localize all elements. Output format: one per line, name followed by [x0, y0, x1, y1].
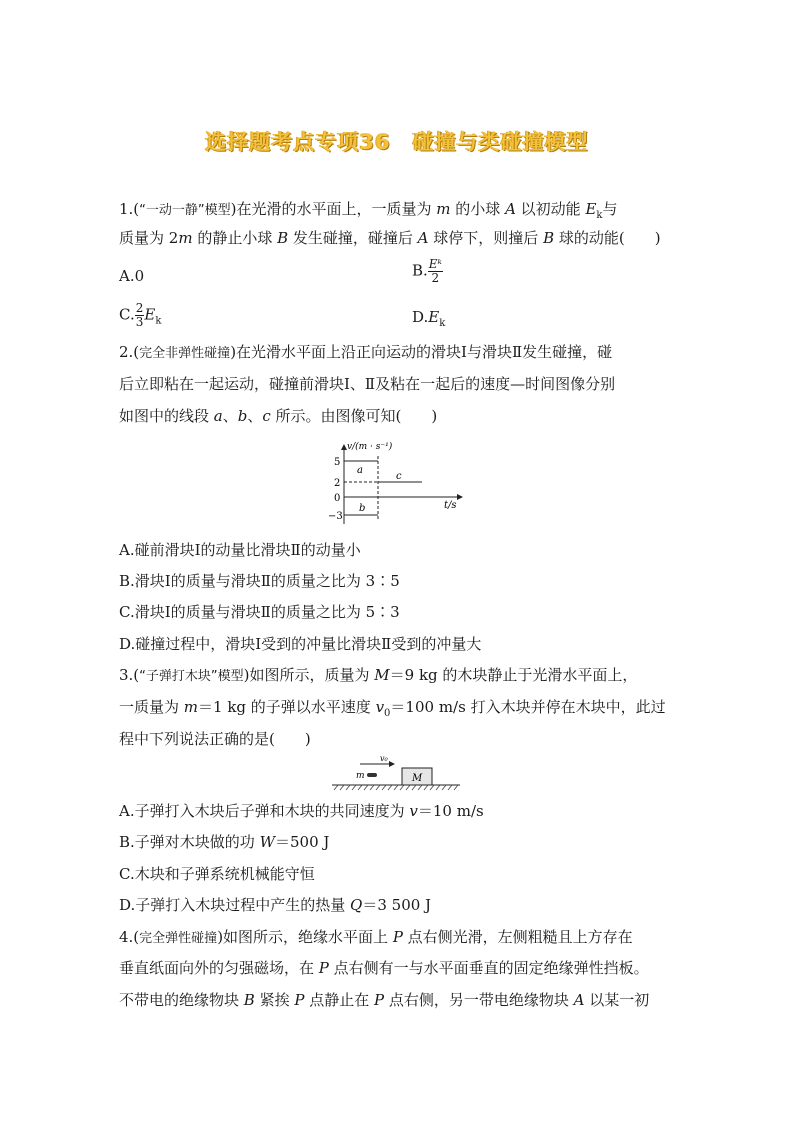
- q1-line2: 质量为 2m 的静止小球 B 发生碰撞，碰撞后 A 球停下，则撞后 B 球的动能( ): [119, 229, 661, 247]
- bullet-label: m: [356, 771, 365, 781]
- q2-option-b: B.滑块Ⅰ的质量与滑块Ⅱ的质量之比为 3∶5: [119, 572, 400, 590]
- q3-line3: 程中下列说法正确的是( ): [119, 730, 311, 748]
- q1-option-a: A.0: [119, 267, 145, 285]
- q2-line1: 2.(完全非弹性碰撞)在光滑水平面上沿正向运动的滑块Ⅰ与滑块Ⅱ发生碰撞，碰: [119, 343, 613, 361]
- q4-tag: 完全弹性碰撞: [139, 931, 218, 946]
- q2-option-a: A.碰前滑块Ⅰ的动量比滑块Ⅱ的动量小: [119, 541, 361, 559]
- title-part1: 选择题考点专项36: [205, 130, 391, 154]
- q1-option-d: $D.E_k$: [412, 308, 446, 329]
- label-c: c: [396, 471, 402, 482]
- y-axis-label: v/(m · s⁻¹): [347, 442, 393, 452]
- q2-line3: 如图中的线段 a、b、c 所示。由图像可知( ): [119, 407, 438, 425]
- ground-hatching: [334, 785, 458, 790]
- q4-line2: 垂直纸面向外的匀强磁场，在 P 点右侧有一与水平面垂直的固定绝缘弹性挡板。: [119, 959, 649, 977]
- v0-label: v₀: [380, 754, 388, 763]
- label-a: a: [357, 465, 363, 476]
- page-title: [0, 126, 794, 156]
- bullet: [367, 773, 377, 777]
- tick-neg3: −3: [328, 511, 343, 522]
- q3-option-a: A.子弹打入木块后子弹和木块的共同速度为 v＝10 m/s: [119, 802, 484, 820]
- q3-option-d: D.子弹打入木块过程中产生的热量 Q＝3 500 J: [119, 896, 432, 914]
- q2-option-d: D.碰撞过程中，滑块Ⅰ受到的冲量比滑块Ⅱ受到的冲量大: [119, 635, 482, 653]
- q3-option-b: B.子弹对木块做的功 W＝500 J: [119, 833, 330, 851]
- x-axis-label: t/s: [444, 500, 457, 511]
- q4-line1: 4.(完全弹性碰撞)如图所示，绝缘水平面上 P 点右侧光滑，左侧粗糙且上方存在: [119, 928, 633, 946]
- q1-tag: “一动一静”模型: [139, 203, 231, 218]
- q2-option-c: C.滑块Ⅰ的质量与滑块Ⅱ的质量之比为 5∶3: [119, 603, 400, 621]
- q1-line1: 1.(“一动一静”模型)在光滑的水平面上，一质量为 m 的小球 A 以初动能 $E_k$与: [119, 200, 618, 221]
- q1-option-c: C. $\frac{2}{3}$ $E_k$: [119, 301, 162, 329]
- title-part2: 碰撞与类碰撞模型: [412, 130, 589, 154]
- q3-line2: 一质量为 m＝1 kg 的子弹以水平速度 $v_0=100$ m/s 打入木块并停在木块中，此过: [119, 698, 666, 719]
- block-label: M: [412, 773, 423, 784]
- label-b: b: [359, 503, 366, 514]
- tick-0: 0: [334, 493, 341, 504]
- velocity-time-graph: [325, 436, 470, 526]
- q4-line3: 不带电的绝缘物块 B 紧挨 P 点静止在 P 点右侧，另一带电绝缘物块 A 以某一初: [119, 991, 650, 1009]
- tick-2: 2: [334, 478, 341, 489]
- tick-5: 5: [334, 457, 341, 468]
- bullet-block-figure: [330, 752, 462, 792]
- q3-line1: 3.(“子弹打木块”模型)如图所示，质量为 M＝9 kg 的木块静止于光滑水平面上，: [119, 666, 638, 684]
- q2-tag: 完全非弹性碰撞: [139, 346, 231, 361]
- q3-option-c: C.木块和子弹系统机械能守恒: [119, 865, 315, 883]
- q2-line2: 后立即粘在一起运动，碰撞前滑块Ⅰ、Ⅱ及粘在一起后的速度—时间图像分别: [119, 375, 616, 393]
- q3-tag: “子弹打木块”模型: [139, 669, 244, 684]
- q1-option-b: B. $\frac{\text{Eᵏ}}{2}$: [412, 257, 442, 285]
